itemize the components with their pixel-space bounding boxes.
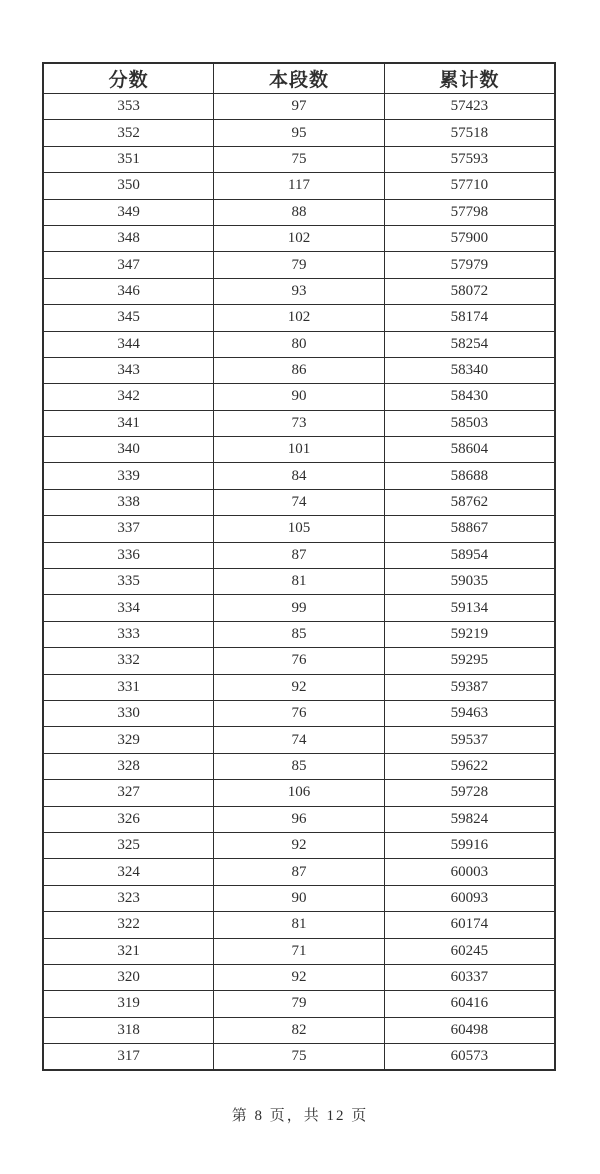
cell-cumulative-count: 59622 <box>384 753 555 779</box>
cell-score: 350 <box>43 173 214 199</box>
cell-segment-count: 92 <box>214 674 385 700</box>
cell-cumulative-count: 60416 <box>384 991 555 1017</box>
cell-score: 324 <box>43 859 214 885</box>
cell-cumulative-count: 57423 <box>384 94 555 120</box>
cell-cumulative-count: 59295 <box>384 648 555 674</box>
cell-cumulative-count: 59463 <box>384 700 555 726</box>
cell-segment-count: 76 <box>214 648 385 674</box>
cell-cumulative-count: 57979 <box>384 252 555 278</box>
cell-segment-count: 106 <box>214 780 385 806</box>
cell-score: 320 <box>43 964 214 990</box>
table-row <box>43 595 555 621</box>
cell-score: 351 <box>43 146 214 172</box>
cell-score: 348 <box>43 225 214 251</box>
cell-cumulative-count: 59728 <box>384 780 555 806</box>
cell-score: 345 <box>43 305 214 331</box>
table-row <box>43 700 555 726</box>
cell-segment-count: 76 <box>214 700 385 726</box>
cell-segment-count: 95 <box>214 120 385 146</box>
table-row <box>43 278 555 304</box>
cell-cumulative-count: 58954 <box>384 542 555 568</box>
cell-segment-count: 75 <box>214 146 385 172</box>
cell-cumulative-count: 58072 <box>384 278 555 304</box>
table-row <box>43 648 555 674</box>
cell-score: 333 <box>43 621 214 647</box>
cell-score: 319 <box>43 991 214 1017</box>
column-header-score: 分数 <box>43 63 214 94</box>
cell-cumulative-count: 60174 <box>384 912 555 938</box>
column-header-cumulative-count: 累计数 <box>384 63 555 94</box>
cell-score: 341 <box>43 410 214 436</box>
table-row <box>43 94 555 120</box>
table-row <box>43 357 555 383</box>
cell-score: 325 <box>43 832 214 858</box>
table-row <box>43 938 555 964</box>
cell-segment-count: 85 <box>214 753 385 779</box>
cell-score: 326 <box>43 806 214 832</box>
table-row <box>43 437 555 463</box>
cell-segment-count: 73 <box>214 410 385 436</box>
table-row <box>43 991 555 1017</box>
cell-cumulative-count: 60003 <box>384 859 555 885</box>
table-row <box>43 1017 555 1043</box>
cell-cumulative-count: 58254 <box>384 331 555 357</box>
cell-cumulative-count: 57593 <box>384 146 555 172</box>
table-row <box>43 463 555 489</box>
cell-segment-count: 81 <box>214 912 385 938</box>
table-row <box>43 410 555 436</box>
cell-cumulative-count: 57518 <box>384 120 555 146</box>
cell-segment-count: 86 <box>214 357 385 383</box>
cell-score: 352 <box>43 120 214 146</box>
table-row <box>43 832 555 858</box>
cell-score: 338 <box>43 489 214 515</box>
cell-segment-count: 90 <box>214 885 385 911</box>
cell-cumulative-count: 57710 <box>384 173 555 199</box>
cell-segment-count: 74 <box>214 727 385 753</box>
cell-cumulative-count: 59824 <box>384 806 555 832</box>
table-row <box>43 199 555 225</box>
cell-segment-count: 99 <box>214 595 385 621</box>
cell-segment-count: 80 <box>214 331 385 357</box>
table-row <box>43 173 555 199</box>
table-row <box>43 964 555 990</box>
cell-cumulative-count: 59219 <box>384 621 555 647</box>
cell-cumulative-count: 59387 <box>384 674 555 700</box>
cell-cumulative-count: 58688 <box>384 463 555 489</box>
score-distribution-table <box>42 62 556 1071</box>
cell-segment-count: 90 <box>214 384 385 410</box>
table-row <box>43 912 555 938</box>
cell-cumulative-count: 60093 <box>384 885 555 911</box>
table-row <box>43 780 555 806</box>
cell-segment-count: 79 <box>214 991 385 1017</box>
cell-score: 347 <box>43 252 214 278</box>
table-row <box>43 727 555 753</box>
table-row <box>43 621 555 647</box>
cell-cumulative-count: 59134 <box>384 595 555 621</box>
cell-cumulative-count: 58430 <box>384 384 555 410</box>
cell-cumulative-count: 57900 <box>384 225 555 251</box>
cell-score: 330 <box>43 700 214 726</box>
table-row <box>43 516 555 542</box>
cell-segment-count: 82 <box>214 1017 385 1043</box>
cell-segment-count: 102 <box>214 305 385 331</box>
table-header <box>43 63 555 94</box>
cell-score: 323 <box>43 885 214 911</box>
cell-score: 346 <box>43 278 214 304</box>
table-row <box>43 120 555 146</box>
header-row <box>43 63 555 94</box>
table-row <box>43 542 555 568</box>
cell-segment-count: 97 <box>214 94 385 120</box>
cell-cumulative-count: 57798 <box>384 199 555 225</box>
cell-score: 318 <box>43 1017 214 1043</box>
cell-segment-count: 85 <box>214 621 385 647</box>
cell-score: 340 <box>43 437 214 463</box>
cell-score: 353 <box>43 94 214 120</box>
table-row <box>43 859 555 885</box>
cell-score: 317 <box>43 1044 214 1071</box>
cell-segment-count: 92 <box>214 832 385 858</box>
cell-cumulative-count: 58503 <box>384 410 555 436</box>
table-row <box>43 885 555 911</box>
cell-cumulative-count: 58867 <box>384 516 555 542</box>
cell-cumulative-count: 59916 <box>384 832 555 858</box>
table-row <box>43 1044 555 1071</box>
cell-segment-count: 101 <box>214 437 385 463</box>
cell-cumulative-count: 60573 <box>384 1044 555 1071</box>
table-body <box>43 94 555 1071</box>
cell-segment-count: 79 <box>214 252 385 278</box>
table-row <box>43 384 555 410</box>
cell-score: 344 <box>43 331 214 357</box>
cell-segment-count: 92 <box>214 964 385 990</box>
table-row <box>43 225 555 251</box>
table-row <box>43 806 555 832</box>
cell-score: 336 <box>43 542 214 568</box>
cell-segment-count: 88 <box>214 199 385 225</box>
cell-segment-count: 117 <box>214 173 385 199</box>
cell-segment-count: 71 <box>214 938 385 964</box>
cell-score: 322 <box>43 912 214 938</box>
table-row <box>43 331 555 357</box>
cell-cumulative-count: 58174 <box>384 305 555 331</box>
table-row <box>43 489 555 515</box>
cell-cumulative-count: 60337 <box>384 964 555 990</box>
cell-score: 335 <box>43 569 214 595</box>
cell-cumulative-count: 59537 <box>384 727 555 753</box>
table-row <box>43 674 555 700</box>
cell-cumulative-count: 58762 <box>384 489 555 515</box>
cell-segment-count: 93 <box>214 278 385 304</box>
cell-score: 337 <box>43 516 214 542</box>
page-footer: 第 8 页，共 12 页 <box>231 1108 369 1124</box>
cell-segment-count: 81 <box>214 569 385 595</box>
cell-score: 329 <box>43 727 214 753</box>
cell-score: 334 <box>43 595 214 621</box>
table-row <box>43 146 555 172</box>
cell-cumulative-count: 59035 <box>384 569 555 595</box>
table-row <box>43 305 555 331</box>
cell-score: 321 <box>43 938 214 964</box>
table-row <box>43 753 555 779</box>
cell-score: 327 <box>43 780 214 806</box>
cell-segment-count: 96 <box>214 806 385 832</box>
column-header-segment-count: 本段数 <box>214 63 385 94</box>
cell-segment-count: 74 <box>214 489 385 515</box>
cell-score: 331 <box>43 674 214 700</box>
cell-segment-count: 84 <box>214 463 385 489</box>
cell-score: 339 <box>43 463 214 489</box>
table-row <box>43 252 555 278</box>
cell-score: 332 <box>43 648 214 674</box>
cell-segment-count: 75 <box>214 1044 385 1071</box>
cell-cumulative-count: 58340 <box>384 357 555 383</box>
cell-segment-count: 102 <box>214 225 385 251</box>
cell-cumulative-count: 60498 <box>384 1017 555 1043</box>
cell-cumulative-count: 58604 <box>384 437 555 463</box>
cell-score: 328 <box>43 753 214 779</box>
cell-score: 342 <box>43 384 214 410</box>
cell-score: 349 <box>43 199 214 225</box>
cell-score: 343 <box>43 357 214 383</box>
cell-segment-count: 87 <box>214 859 385 885</box>
cell-segment-count: 87 <box>214 542 385 568</box>
cell-segment-count: 105 <box>214 516 385 542</box>
cell-cumulative-count: 60245 <box>384 938 555 964</box>
table-row <box>43 569 555 595</box>
